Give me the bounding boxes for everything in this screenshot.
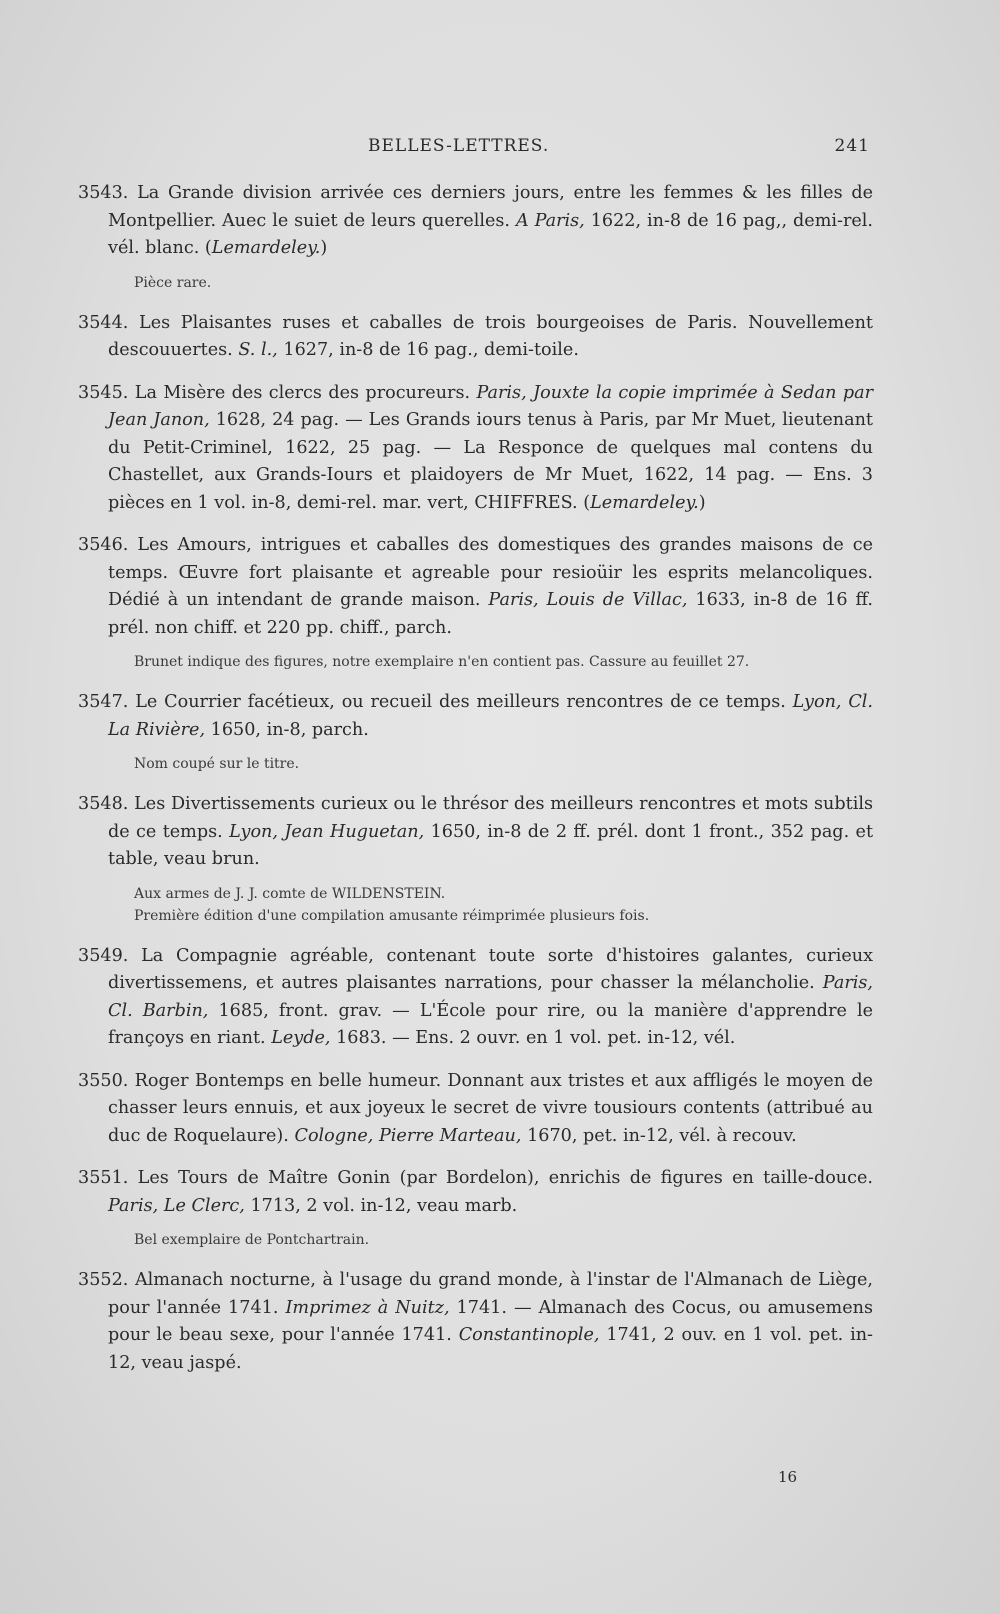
entry-note: Brunet indique des figures, notre exemplaire n'en contient pas. Cassure au feuillet 27. (134, 654, 750, 670)
entry-title: La Compagnie agréable, contenant toute sorte d'histoires galantes, curieux divertissemens, et autres plaisantes narrations, pour chasser la mélancholie. (108, 945, 873, 993)
entry-title: Roger Bontemps en belle humeur. Donnant aux tristes et aux affligés le moyen de chasser leurs ennuis, et aux joyeux le secret de vivre tousiours contents (attribué au duc de Roquelaure). (108, 1070, 873, 1146)
entry-title: Les Plaisantes ruses et caballes de trois bourgeoises de Paris. Nouvellement descouuertes. (108, 312, 873, 360)
entry-title: Les Amours, intrigues et caballes des domestiques des grandes maisons de ce temps. Œuvre fort plaisante et agreable pour resioüir les esprits melancoliques. Dédié à un intendant de grande maison. (108, 535, 874, 610)
entry-number: 3551. (78, 1168, 129, 1188)
entry-number: 3546. (78, 535, 129, 555)
entry-number: 3544. (78, 312, 129, 333)
entry-imprint: Paris, Le Clerc, (108, 1195, 245, 1216)
edition-note: Première édition d'une compilation amusante réimprimée plusieurs fois. (134, 907, 650, 924)
entry-title: Almanach nocturne, à l'usage du grand monde, à l'instar de l'Almanach de Liège, pour l'année 1741. (108, 1270, 873, 1318)
entry-description: 1685, front. grav. — L'École pour rire, ou la manière d'apprendre le françoys en riant. (108, 1000, 874, 1048)
catalogue-entry (78, 943, 873, 1053)
entry-imprint: Lyon, Cl. La Rivière, (108, 692, 874, 740)
entry-imprint-2: Leyde, (271, 1028, 331, 1048)
entry-imprint: S. l., (238, 340, 278, 360)
entry-description: 1650, in-8 de 2 ff. prél. dont 1 front., 352 pag. et table, veau brun. (108, 821, 874, 869)
signature-mark: 16 (778, 1468, 798, 1486)
entry-title: Les Tours de Maître Gonin (par Bordelon), enrichis de figures en taille-douce. (137, 1168, 873, 1188)
catalogue-entry (78, 180, 873, 263)
section-title: BELLES-LETTRES. (368, 136, 550, 156)
entry-description: 1633, in-8 de 16 ff. prél. non chiff. et 220 pp. chiff., parch. (108, 590, 873, 638)
entry-end: ) (698, 492, 706, 513)
entry-description: 1713, 2 vol. in-12, veau marb. (250, 1195, 518, 1216)
catalogue-entry (78, 1267, 873, 1377)
entry-title: La Grande division arrivée ces derniers jours, entre les femmes & les filles de Montpellier. Auec le suiet de leurs querelles. (108, 183, 874, 231)
entry-end: 1683. — Ens. 2 ouvr. en 1 vol. pet. in-12, vél. (336, 1028, 736, 1048)
catalogue-entry (78, 1165, 873, 1220)
entry-note: Nom coupé sur le titre. (134, 756, 300, 772)
entry-title: Les Divertissements curieux ou le thrésor des meilleurs rencontres et mots subtils de ce temps. (108, 794, 874, 842)
catalogue-entry (78, 380, 873, 518)
entry-imprint: A Paris, (515, 210, 585, 231)
entry-binder: Lemardeley. (590, 492, 699, 513)
entry-end: ) (320, 238, 328, 258)
entry-description: 1627, in-8 de 16 pag., demi-toile. (283, 340, 579, 360)
entry-number: 3545. (78, 382, 129, 403)
entry-imprint: Paris, Louis de Villac, (488, 590, 688, 610)
entry-number: 3552. (78, 1270, 129, 1290)
entry-description: 1741. — Almanach des Cocus, ou amusemens pour le beau sexe, pour l'année 1741. (108, 1297, 874, 1345)
entry-imprint: Cologne, Pierre Marteau, (294, 1125, 522, 1146)
entry-note: Pièce rare. (134, 274, 212, 291)
entry-note: Bel exemplaire de Pontchartrain. (134, 1232, 370, 1248)
entry-description: 1628, 24 pag. — Les Grands iours tenus à Paris, par Mr Muet, lieutenant du Petit-Criminel, 1622, 25 pag. — La Responce de quelques mal contens du Chastellet, aux Grands-Iours et plaidoyers de Mr Muet, 1622, 14 pag. — Ens. 3 pièces en 1 vol. in-8, demi-rel. mar. vert, CHIFFRES. ( (108, 410, 873, 513)
entry-note (134, 883, 873, 927)
entry-binder: Lemardeley. (211, 238, 321, 258)
entry-description: 1650, in-8, parch. (210, 719, 369, 740)
entry-imprint: Lyon, Jean Huguetan, (229, 821, 425, 842)
entry-imprint: Imprimez à Nuitz, (285, 1297, 450, 1318)
entry-number: 3550. (78, 1070, 129, 1091)
entry-imprint: Paris, Jouxte la copie imprimée à Sedan par Jean Janon, (108, 382, 874, 430)
catalogue-entry (78, 791, 873, 874)
entry-description: 1670, pet. in-12, vél. à recouv. (527, 1125, 797, 1146)
page-number: 241 (834, 136, 870, 156)
catalogue-entry (78, 1068, 873, 1151)
catalogue-entry (78, 689, 873, 744)
catalogue-entry (78, 310, 873, 365)
entry-imprint-2: Constantinople, (458, 1325, 600, 1345)
provenance-note: Aux armes de J. J. comte de WILDENSTEIN. (134, 885, 446, 902)
entry-number: 3547. (78, 692, 129, 712)
entry-number: 3548. (78, 794, 129, 814)
entry-imprint: Paris, Cl. Barbin, (108, 973, 873, 1021)
catalogue-entry (78, 532, 873, 642)
entry-title: La Misère des clercs des procureurs. (134, 382, 471, 403)
entry-number: 3549. (78, 945, 129, 966)
entry-description: 1622, in-8 de 16 pag,, demi-rel. vél. blanc. ( (108, 210, 874, 258)
entry-end: 1741, 2 ouv. en 1 vol. pet. in-12, veau jaspé. (108, 1325, 873, 1373)
entry-number: 3543. (78, 183, 129, 203)
entry-title: Le Courrier facétieux, ou recueil des meilleurs rencontres de ce temps. (135, 692, 786, 712)
entries-list (78, 180, 873, 1392)
